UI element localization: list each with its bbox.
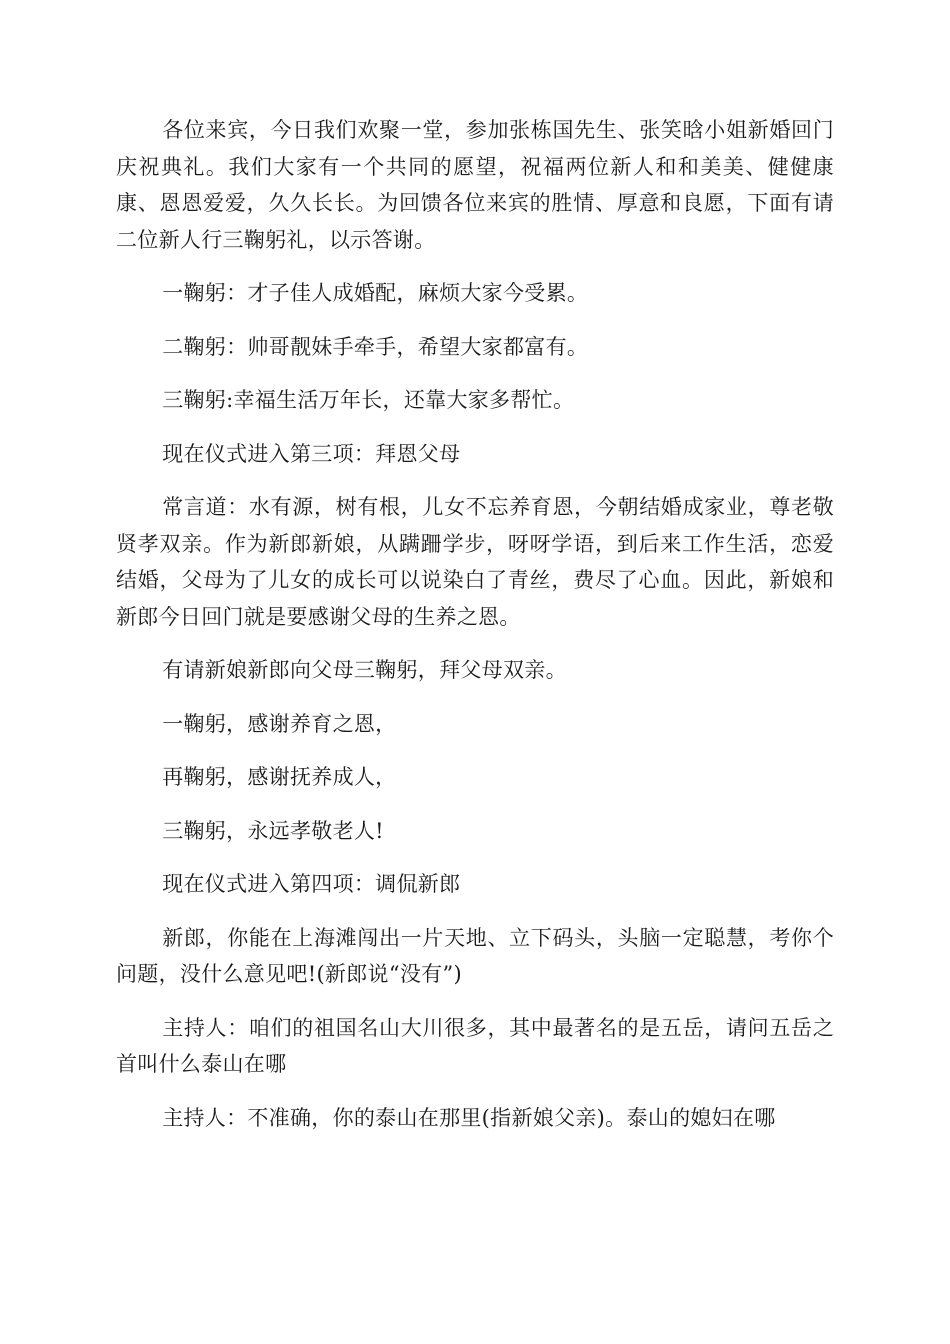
paragraph-bow-2: 二鞠躬：帅哥靓妹手牵手，希望大家都富有。	[162, 334, 589, 359]
paragraph-parents-gratitude: 常言道：水有源，树有根，儿女不忘养育恩，今朝结婚成家业，尊老敬贤孝双亲。作为新郎新娘，从蹒跚学步，呀呀学语，到后来工作生活，恋爱结婚，父母为了儿女的成长可以说染白了青丝，费尽了心血。因此，新娘和新郎今日回门就是要感谢父母的生养之恩。	[116, 495, 834, 629]
paragraph-bow-3: 三鞠躬:幸福生活万年长，还靠大家多帮忙。	[162, 388, 575, 412]
paragraph-host-2: 主持人：不准确，你的泰山在那里(指新娘父亲)。泰山的媳妇在哪	[162, 1105, 776, 1130]
paragraph-item-4-heading: 现在仪式进入第四项：调侃新郎	[162, 872, 461, 896]
paragraph-opening: 各位来宾，今日我们欢聚一堂，参加张栋国先生、张笑晗小姐新婚回门庆祝典礼。我们大家有一个共同的愿望，祝福两位新人和和美美、健健康康、恩恩爱爱，久久长长。为回馈各位来宾的胜情、厚意和良愿，下面有请二位新人行三鞠躬礼，以示答谢。	[116, 118, 834, 252]
paragraph-parents-bow-3: 三鞠躬，永远孝敬老人!	[162, 818, 384, 843]
paragraph-host-1: 主持人：咱们的祖国名山大川很多，其中最著名的是五岳，请问五岳之首叫什么泰山在哪	[116, 1015, 834, 1076]
paragraph-groom-question: 新郎，你能在上海滩闯出一片天地、立下码头，头脑一定聪慧，考你个问题，没什么意见吧!(新郎说“没有”)	[116, 925, 834, 986]
document-page	[116, 112, 834, 1153]
paragraph-parents-invite: 有请新娘新郎向父母三鞠躬，拜父母双亲。	[162, 658, 567, 682]
paragraph-parents-bow-1: 一鞠躬，感谢养育之恩，	[162, 711, 397, 736]
paragraph-parents-bow-2: 再鞠躬，感谢抚养成人，	[162, 765, 397, 789]
paragraph-bow-1: 一鞠躬：才子佳人成婚配，麻烦大家今受累。	[162, 281, 589, 305]
paragraph-item-3-heading: 现在仪式进入第三项：拜恩父母	[162, 441, 461, 466]
